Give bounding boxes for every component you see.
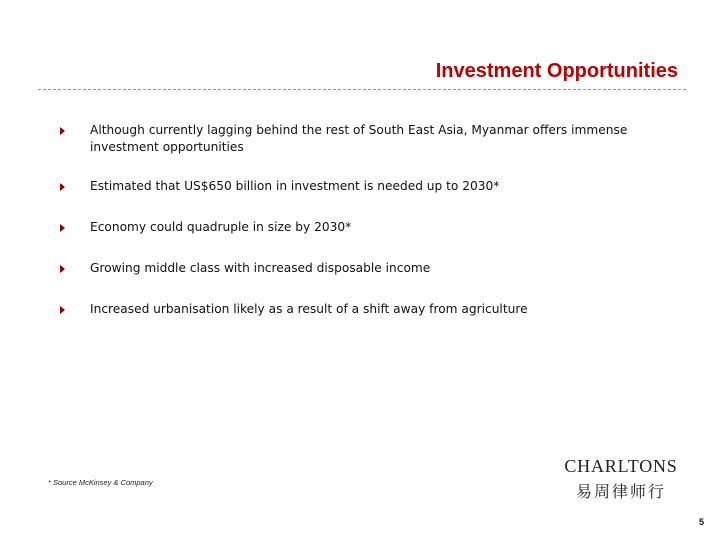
logo-chinese-text: 易周律师行: [575, 482, 666, 501]
page-number: 5: [698, 517, 704, 527]
charltons-logo: [558, 456, 684, 501]
bullet-item: [58, 260, 678, 277]
slide-title: Investment Opportunities: [435, 60, 678, 82]
bullet-list: [58, 122, 678, 318]
bullet-arrow-icon: [60, 306, 65, 314]
bullet-text: Estimated that US$650 billion in investment is needed up to 2030*: [90, 179, 500, 193]
bullet-text: Growing middle class with increased disposable income: [90, 261, 431, 275]
bullet-item: [58, 219, 678, 236]
bullet-arrow-icon: [60, 183, 65, 191]
bullet-arrow-icon: [60, 265, 65, 273]
bullet-text: Economy could quadruple in size by 2030*: [90, 220, 352, 234]
bullet-text: Although currently lagging behind the rest of South East Asia, Myanmar offers immense investment opportunities: [90, 123, 628, 154]
source-footnote: * Source McKinsey & Company: [48, 478, 153, 487]
bullet-text: Increased urbanisation likely as a result of a shift away from agriculture: [90, 302, 528, 316]
bullet-item: [58, 178, 678, 195]
bullet-item: [58, 301, 678, 318]
bullet-item: [58, 122, 678, 156]
bullet-arrow-icon: [60, 127, 65, 135]
logo-english-text: CHARLTONS: [564, 456, 678, 476]
bullet-arrow-icon: [60, 224, 65, 232]
title-divider: [38, 89, 686, 90]
